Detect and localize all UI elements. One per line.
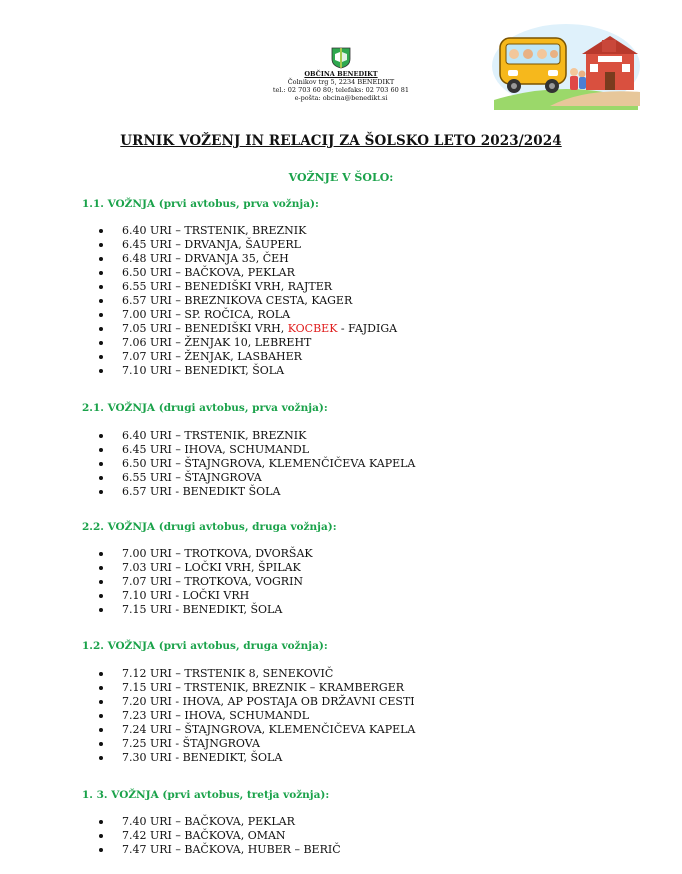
- list-item: 6.55 URI – BENEDIŠKI VRH, RAJTER: [99, 280, 397, 294]
- list-item: 6.50 URI – ŠTAJNGROVA, KLEMENČIČEVA KAPELA: [99, 457, 415, 471]
- list-item: 7.40 URI – BAČKOVA, PEKLAR: [99, 815, 341, 829]
- municipality-crest-icon: [331, 47, 351, 69]
- stop-text: - FAJDIGA: [337, 322, 398, 335]
- stop-list: [99, 667, 415, 765]
- section-heading: 1. 3. VOŽNJA (prvi avtobus, tretja vožnja):: [82, 789, 330, 801]
- stop-list: [99, 815, 341, 857]
- list-item: 6.40 URI – TRSTENIK, BREZNIK: [99, 224, 397, 238]
- list-item: 7.12 URI – TRSTENIK 8, SENEKOVIČ: [99, 667, 415, 681]
- municipality-email: e-pošta: obcina@benedikt.si: [294, 94, 388, 102]
- list-item: 7.30 URI - BENEDIKT, ŠOLA: [99, 751, 415, 765]
- list-item: 7.24 URI – ŠTAJNGROVA, KLEMENČIČEVA KAPELA: [99, 723, 415, 737]
- school-bus-illustration: [490, 14, 642, 110]
- stop-list: [99, 547, 313, 617]
- list-item: 7.00 URI – SP. ROČICA, ROLA: [99, 308, 397, 322]
- list-item: 7.07 URI – ŽENJAK, LASBAHER: [99, 350, 397, 364]
- section-heading: 2.2. VOŽNJA (drugi avtobus, druga vožnja):: [82, 521, 337, 533]
- list-item: 6.40 URI – TRSTENIK, BREZNIK: [99, 429, 415, 443]
- list-item: 6.48 URI – DRVANJA 35, ČEH: [99, 252, 397, 266]
- list-item: 6.45 URI – DRVANJA, ŠAUPERL: [99, 238, 397, 252]
- list-item: 7.07 URI – TROTKOVA, VOGRIN: [99, 575, 313, 589]
- list-item: 7.25 URI - ŠTAJNGROVA: [99, 737, 415, 751]
- stop-text: 7.05 URI – BENEDIŠKI VRH,: [122, 322, 288, 335]
- list-item: 7.03 URI – LOČKI VRH, ŠPILAK: [99, 561, 313, 575]
- list-item: 6.57 URI – BREZNIKOVA CESTA, KAGER: [99, 294, 397, 308]
- list-item: [99, 322, 397, 336]
- schedule-section-1-2: [82, 639, 642, 764]
- list-item: 7.23 URI – IHOVA, SCHUMANDL: [99, 709, 415, 723]
- section-heading: 2.1. VOŽNJA (drugi avtobus, prva vožnja):: [82, 402, 328, 414]
- section-heading: 1.2. VOŽNJA (prvi avtobus, druga vožnja):: [82, 640, 328, 652]
- section-heading: 1.1. VOŽNJA (prvi avtobus, prva vožnja):: [82, 198, 319, 210]
- list-item: 6.45 URI – IHOVA, SCHUMANDL: [99, 443, 415, 457]
- schedule-section-1-3: [82, 788, 642, 856]
- list-item: 6.55 URI – ŠTAJNGROVA: [99, 471, 415, 485]
- list-item: 7.42 URI – BAČKOVA, OMAN: [99, 829, 341, 843]
- municipality-phones: tel.: 02 703 60 80; telefaks: 02 703 60 81: [272, 86, 410, 94]
- list-item: 7.47 URI – BAČKOVA, HUBER – BERIČ: [99, 843, 341, 857]
- schedule-section-2-2: [82, 520, 642, 616]
- schedule-section-2-1: [82, 401, 642, 498]
- list-item: 6.57 URI - BENEDIKT ŠOLA: [99, 485, 415, 499]
- list-item: 7.15 URI - BENEDIKT, ŠOLA: [99, 603, 313, 617]
- municipality-address: Čolnikov trg 5, 2234 BENEDIKT: [287, 78, 395, 86]
- list-item: 6.50 URI – BAČKOVA, PEKLAR: [99, 266, 397, 280]
- stop-list: [99, 429, 415, 499]
- municipality-name: OBČINA BENEDIKT: [304, 70, 378, 78]
- document-title: URNIK VOŽENJ IN RELACIJ ZA ŠOLSKO LETO 2023/2024: [120, 133, 562, 149]
- list-item: 7.00 URI – TROTKOVA, DVORŠAK: [99, 547, 313, 561]
- document-subtitle: VOŽNJE V ŠOLO:: [288, 171, 394, 184]
- list-item: 7.20 URI - IHOVA, AP POSTAJA OB DRŽAVNI CESTI: [99, 695, 415, 709]
- list-item: 7.10 URI – BENEDIKT, ŠOLA: [99, 364, 397, 378]
- list-item: 7.06 URI – ŽENJAK 10, LEBREHT: [99, 336, 397, 350]
- schedule-section-1-1: [82, 197, 642, 377]
- list-item: 7.10 URI - LOČKI VRH: [99, 589, 313, 603]
- stop-list: [99, 224, 397, 378]
- highlighted-name: KOCBEK: [287, 322, 338, 335]
- list-item: 7.15 URI – TRSTENIK, BREZNIK – KRAMBERGER: [99, 681, 415, 695]
